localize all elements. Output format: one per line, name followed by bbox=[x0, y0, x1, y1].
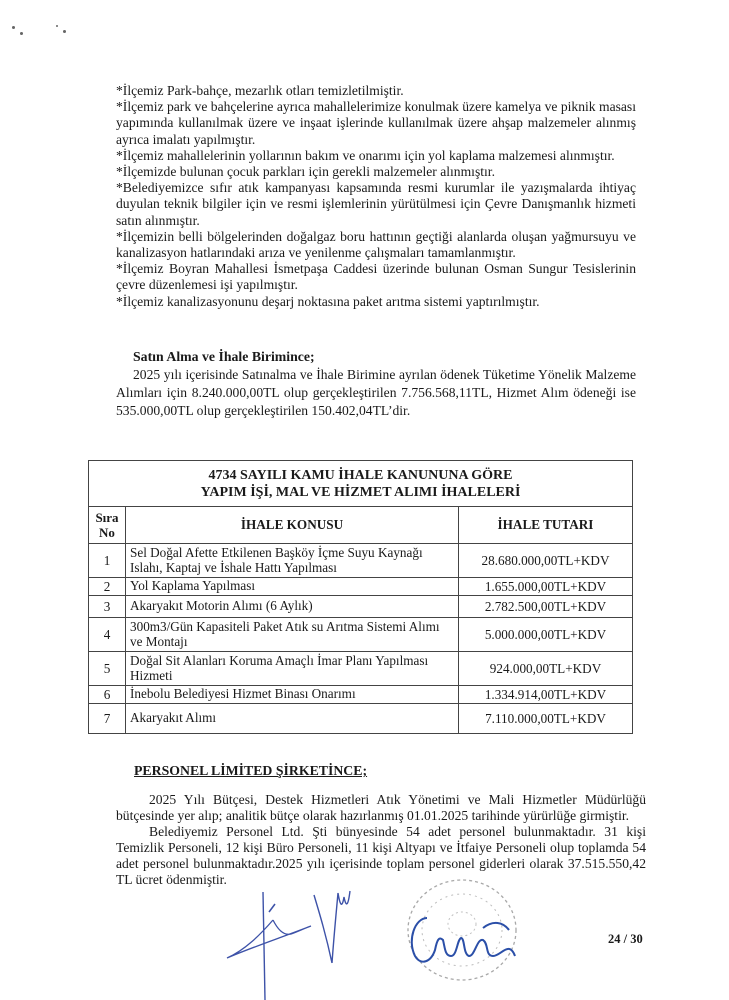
satin-alma-paragraph: 2025 yılı içerisinde Satınalma ve İhale Birimine ayrılan ödenek Tüketime Yönelik Malzeme Alımları için 8.240.000,00TL olup gerçekleştirilen 7.756.568,11TL, Hizmet Alım ödeneği ise 535.000,00TL olup gerçekleştirilen 150.402,04TL’dir. bbox=[116, 367, 636, 418]
column-header-tutar: İHALE TUTARI bbox=[459, 507, 633, 544]
table-row: 1 Sel Doğal Afette Etkilenen Başköy İçme Suyu Kaynağı Islahı, Kaptaj ve İshale Hattı Yapılması 28.680.000,00TL+KDV bbox=[89, 544, 633, 578]
table-title: 4734 SAYILI KAMU İHALE KANUNUNA GÖRE YAPIM İŞİ, MAL VE HİZMET ALIMI İHALELERİ bbox=[89, 461, 633, 507]
bullet-item: *İlçemiz Boyran Mahallesi İsmetpaşa Caddesi üzerinde bulunan Osman Sungur Tesislerinin çevre düzenlemesi işi yapılmıştır. bbox=[116, 261, 636, 293]
scan-artifact bbox=[63, 30, 66, 33]
signature-3-icon bbox=[405, 910, 525, 970]
table-row: 5 Doğal Sit Alanları Koruma Amaçlı İmar Planı Yapılması Hizmeti 924.000,00TL+KDV bbox=[89, 652, 633, 686]
table-row: 6 İnebolu Belediyesi Hizmet Binası Onarımı 1.334.914,00TL+KDV bbox=[89, 686, 633, 704]
table-header-row bbox=[89, 507, 633, 544]
bullet-item: *İlçemiz Park-bahçe, mezarlık otları temizletilmiştir. bbox=[116, 83, 404, 98]
signature-1-icon bbox=[225, 890, 315, 1000]
bullet-item: *Belediyemizce sıfır atık kampanyası kapsamında resmi kurumlar ile yazışmalarda ihtiyaç duyulan teknik bilgiler için ve resmi işlemlerinin yürütülmesi için Çevre Danışmanlık hizmeti satın alınmıştır. bbox=[116, 180, 636, 228]
bullet-item: *İlçemiz park ve bahçelerine ayrıca mahallelerimize konulmak üzere kamelya ve piknik masası yapımında kullanılmak üzere ve inşaat işlerinde kullanılmak üzere ahşap malzemeler alınmış ayrıca imalatı yapılmıştır. bbox=[116, 99, 636, 147]
bullet-item: *İlçemizin belli bölgelerinden doğalgaz boru hattının geçtiği alanlarda oluşan yağmursuyu ve kanalizasyon hatlarındaki arıza ve yenilenme çalışmaları tamamlanmıştır. bbox=[116, 228, 636, 261]
section-title-satin-alma: Satın Alma ve İhale Birimince; bbox=[133, 349, 315, 364]
table-row: 2 Yol Kaplama Yapılması 1.655.000,00TL+KDV bbox=[89, 578, 633, 596]
activity-bullet-list bbox=[116, 83, 636, 310]
bullet-item: *İlçemizde bulunan çocuk parkları için gerekli malzemeler alınmıştır. bbox=[116, 164, 495, 180]
page-number: 24 / 30 bbox=[608, 932, 643, 946]
column-header-konu: İHALE KONUSU bbox=[126, 507, 459, 544]
personel-body bbox=[116, 792, 646, 888]
column-header-sira: Sıra No bbox=[89, 507, 126, 544]
bullet-item: *İlçemiz kanalizasyonunu deşarj noktasına paket arıtma sistemi yaptırılmıştır. bbox=[116, 293, 540, 309]
scan-artifact bbox=[12, 26, 15, 29]
section-title-personel: PERSONEL LİMİTED ŞİRKETİNCE; bbox=[134, 763, 368, 778]
table-row: 4 300m3/Gün Kapasiteli Paket Atık su Arıtma Sistemi Alımı ve Montajı 5.000.000,00TL+KDV bbox=[89, 618, 633, 652]
personel-paragraph: 2025 Yılı Bütçesi, Destek Hizmetleri Atık Yönetimi ve Mali Hizmetler Müdürlüğü bütçesinde yer alıp; analitik bütçe olarak hazırlanmış 01.01.2025 tarihinde yürürlüğe girmiştir. bbox=[116, 792, 646, 823]
bullet-item: *İlçemiz mahallelerinin yollarının bakım ve onarımı için yol kaplama malzemesi alınmıştır. bbox=[116, 147, 615, 163]
table-row: 3 Akaryakıt Motorin Alımı (6 Aylık) 2.782.500,00TL+KDV bbox=[89, 596, 633, 618]
scan-artifact bbox=[20, 32, 23, 35]
scan-artifact bbox=[56, 25, 58, 27]
table-row: 7 Akaryakıt Alımı 7.110.000,00TL+KDV bbox=[89, 704, 633, 734]
personel-paragraph: Belediyemiz Personel Ltd. Şti bünyesinde 54 adet personel bulunmaktadır. 31 kişi Temizlik Personeli, 12 kişi Büro Personeli, 11 kişi Altyapı ve İtfaiye Personeli olup toplamda 54 adet personel bulunmaktadır.2025 yılı içerisinde toplam personel giderleri olarak 37.515.550,42 TL ücret ödenmiştir. bbox=[116, 824, 646, 887]
signature-2-icon bbox=[310, 885, 355, 965]
ihale-table bbox=[88, 460, 633, 734]
